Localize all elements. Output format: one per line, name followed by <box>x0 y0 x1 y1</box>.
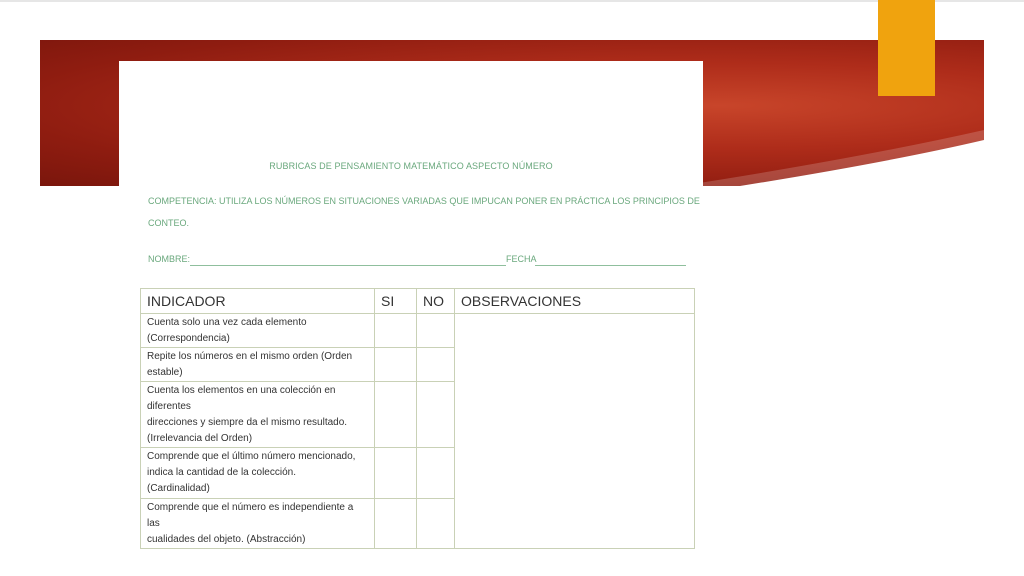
si-cell <box>375 382 417 448</box>
rubric-table <box>140 288 695 549</box>
indicador-cell <box>141 499 375 549</box>
header-si: SI <box>375 289 417 314</box>
header-observaciones: OBSERVACIONES <box>455 289 695 314</box>
indicador-line: (Cardinalidad) <box>147 483 210 494</box>
indicador-line: (Correspondencia) <box>147 333 230 344</box>
si-cell <box>375 499 417 549</box>
indicador-line: Comprende que el número es independiente a las <box>147 502 354 529</box>
no-cell <box>417 314 455 348</box>
indicador-line: Comprende que el último número mencionado, <box>147 451 356 462</box>
table-header-row <box>141 289 695 314</box>
si-cell <box>375 314 417 348</box>
indicador-line: Repite los números en el mismo orden (Orden <box>147 351 353 362</box>
indicador-line: cualidades del objeto. (Abstracción) <box>147 534 306 545</box>
indicador-cell <box>141 348 375 382</box>
orange-accent-tab <box>878 0 935 96</box>
no-cell <box>417 348 455 382</box>
document-title: RUBRICAS DE PENSAMIENTO MATEMÁTICO ASPECTO NÚMERO <box>269 161 553 171</box>
competencia-line-2: CONTEO. <box>148 218 190 228</box>
observaciones-cell <box>455 314 695 549</box>
no-cell <box>417 382 455 448</box>
header-indicador: INDICADOR <box>141 289 375 314</box>
si-cell <box>375 348 417 382</box>
nombre-label: NOMBRE: <box>148 254 191 264</box>
indicador-cell <box>141 382 375 448</box>
indicador-line: Cuenta solo una vez cada elemento <box>147 317 307 328</box>
no-cell <box>417 499 455 549</box>
indicador-line: (Irrelevancia del Orden) <box>147 433 253 444</box>
competencia-line-1: COMPETENCIA: UTILIZA LOS NÚMEROS EN SITUACIONES VARIADAS QUE IMPUCAN PONER EN PRÁCTICA LOS PRINCIPIOS DE <box>148 196 700 206</box>
slide-top-line <box>0 0 1024 2</box>
indicador-line: estable) <box>147 367 183 378</box>
header-no: NO <box>417 289 455 314</box>
table-row <box>141 314 695 348</box>
indicador-cell <box>141 448 375 499</box>
indicador-line: indica la cantidad de la colección. <box>147 467 296 478</box>
indicador-cell <box>141 314 375 348</box>
rubric-document-image <box>119 61 703 576</box>
fecha-line <box>535 265 686 266</box>
fecha-label: FECHA <box>506 254 537 264</box>
indicador-line: Cuenta los elementos en una colección en diferentes <box>147 385 336 412</box>
indicador-line: direcciones y siempre da el mismo resultado. <box>147 417 348 428</box>
si-cell <box>375 448 417 499</box>
no-cell <box>417 448 455 499</box>
name-date-row <box>148 254 688 268</box>
nombre-line <box>190 265 506 266</box>
